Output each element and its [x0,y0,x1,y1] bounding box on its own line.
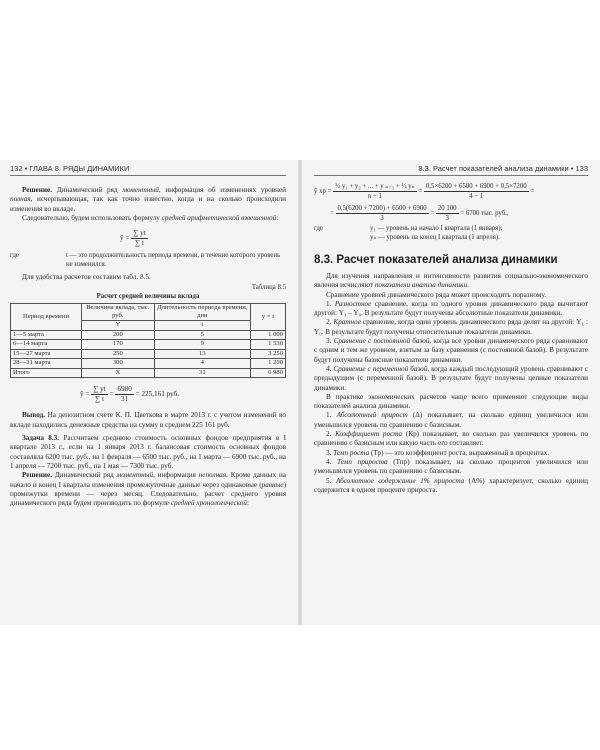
list-item: 1. Разностное сравнение, когда из одного уровня динамического ряда вычитают другой: Y₁ – Y₀. В результате будут получены абсолютные показатели динамики. [314,299,588,318]
list-item: 3. Сравнение с постоянной базой, когда все уровни динамического ряда сравнивают с одним и тем же уровнем, взятым за базу сравнения (с постоянной базой). В результате будут получены базисные показатели динамики. [314,337,589,364]
left-paragraph-solution-2: Решение. Динамический ряд моментный, информация неполная. Кроме данных на начало и конец I квартала изменения промежуточные данные через одинаковые (равные) промежутки времени — через месяц. Следовательно, расчет среднего уровня динамического ряда будем производить по формуле средней хронологической: [10,471,286,508]
table-header-row [11,304,286,321]
table-row: 28—31 марта 300 4 1 200 [11,359,286,369]
comparison-list [314,300,588,393]
deposit-table [10,303,286,378]
table-header: Величина вклада, тыс. руб. [82,304,155,321]
left-running-head: 132 • ГЛАВА 8. РЯДЫ ДИНАМИКИ [10,163,286,176]
left-paragraph-solution: Решение. Динамический ряд моментный, информация об изменениях уровней полная, исчерпывающая, так как точно известно, когда и на сколько происходили изменения во вкладе. [10,186,286,213]
list-item: 2. Коэффициент роста (Кр) показывает, во сколько раз увеличился уровень по сравнению с базисным или какую часть его составляет. [314,430,588,448]
right-running-head: 8.3. Расчет показателей анализа динамики • 133 [314,163,588,176]
table-row: 15—27 марта 250 13 3 250 [11,349,286,359]
left-where-note: где t — это продолжительность периода времени, в течение которого уровень не изменился. [10,252,281,268]
list-item: 4. Сравнение с переменной базой, когда каждый последующий уровень сравнивают с предыдущим (с переменной базой). В результате будут получены цепные показатели динамики. [314,364,588,392]
list-item: 1. Абсолютный прирост (Δ) показывает, на сколько единиц увеличился или уменьшился уровень по сравнению с базисным. [314,411,589,429]
section-title: 8.3. Расчет показателей анализа динамики [314,254,558,266]
weighted-mean-formula: ȳ = $\frac{\sum yt}{\sum t}$ [120,229,146,248]
table-subheader: Y [82,321,155,331]
book-spread [0,160,600,625]
chronological-mean-formula-line1: ȳ хр = $\frac{\text{½ y₁ + y₂ + ... + y ₙ₋₁ + ½ yₙ}}{n - 1}$ = $\frac{0,5\times 6200 + 6500 + 6900 + 0,5\times 7200}{4 - 1}$ = [314,183,535,200]
right-where-note: где y₁ — уровень на начало I квартала (1 января); yₙ — уровень на конец I квартала (1 апреля). [314,225,503,241]
table-total-row: Итого X 31 6 980 [11,368,286,378]
list-item: 4. Темп прироста (Тпр) показывает, на сколько процентов увеличился или уменьшился уровень по сравнению с базисным. [314,457,588,476]
table-subheader: t [154,321,250,331]
list-item: 3. Темп роста (Тр) — это коэффициент роста, выраженный в процентах. [326,448,550,457]
list-item: 5. Абсолютное содержание 1% прироста (А%) характеризует, сколько единиц содержится в одном проценте прироста. [314,476,589,494]
table-row: 1—5 марта 200 5 1 000 [11,330,286,340]
left-paragraph-task: Задача 8.3. Рассчитаем среднюю стоимость основных фондов предприятия в I квартале 2013 г., если на 1 января 2013 г. балансовая стоимость основных фондов составляла 6200 тыс. руб., на 1 февраля — 6500 тыс. руб., на 1 марта — 6900 тыс. руб., на 1 апреля — 7200 тыс. руб., на 1 мая — 7300 тыс. руб. [10,434,286,470]
table-row: 6—14 марта 170 9 1 530 [11,340,286,350]
left-paragraph-table-ref: Для удобства расчетов составим табл. 8.5. [22,273,151,282]
table-header: Длительность периода времени, дни [154,304,250,321]
left-paragraph-formula-intro: Следовательно, будем использовать формулу средней арифметической взвешенной: [22,213,279,222]
table-label: Таблица 8.5 [251,284,286,292]
table-header: Период времени [11,304,82,331]
indicator-definitions-list [314,411,588,495]
right-paragraph-intro: Для изучения направления и интенсивности развития социально-экономического явления исчисляют показатели анализа динамики. [314,272,588,290]
table-title: Расчет средней величины вклада [96,292,200,300]
left-paragraph-conclusion: Вывод. На депозитном счете К. П. Цветкова в марте 2013 г. с учетом изменений во вкладе находились денежные средства на сумму в среднем 225 161 руб. [10,411,286,429]
right-page [300,160,600,625]
chronological-mean-formula-line2: = $\frac{0,5(6200 + 7200) + 6500 + 6900}{3}$ = $\frac{20 100}{3}$ = 6700 тыс. руб., [330,205,509,222]
table-header: y × t [251,304,286,331]
mean-deposit-formula: ȳ = $\frac{\sum yt}{\sum t}$ = $\frac{6980}{31}$ = 225,161 руб. [80,385,180,404]
left-page [0,160,300,625]
right-paragraph-comparison: Сравнение уровней динамического ряда может происходить поразному. [326,290,547,299]
list-item: 2. Кратное сравнение, когда один уровень динамического ряда делят на другой: Y₁ : Y₀. В результате будут получены относительные показатели динамики. [314,318,588,336]
right-paragraph-practice: В практике экономических расчетов чаще всего применяют следующие виды показателей анализа динамики. [314,392,588,411]
